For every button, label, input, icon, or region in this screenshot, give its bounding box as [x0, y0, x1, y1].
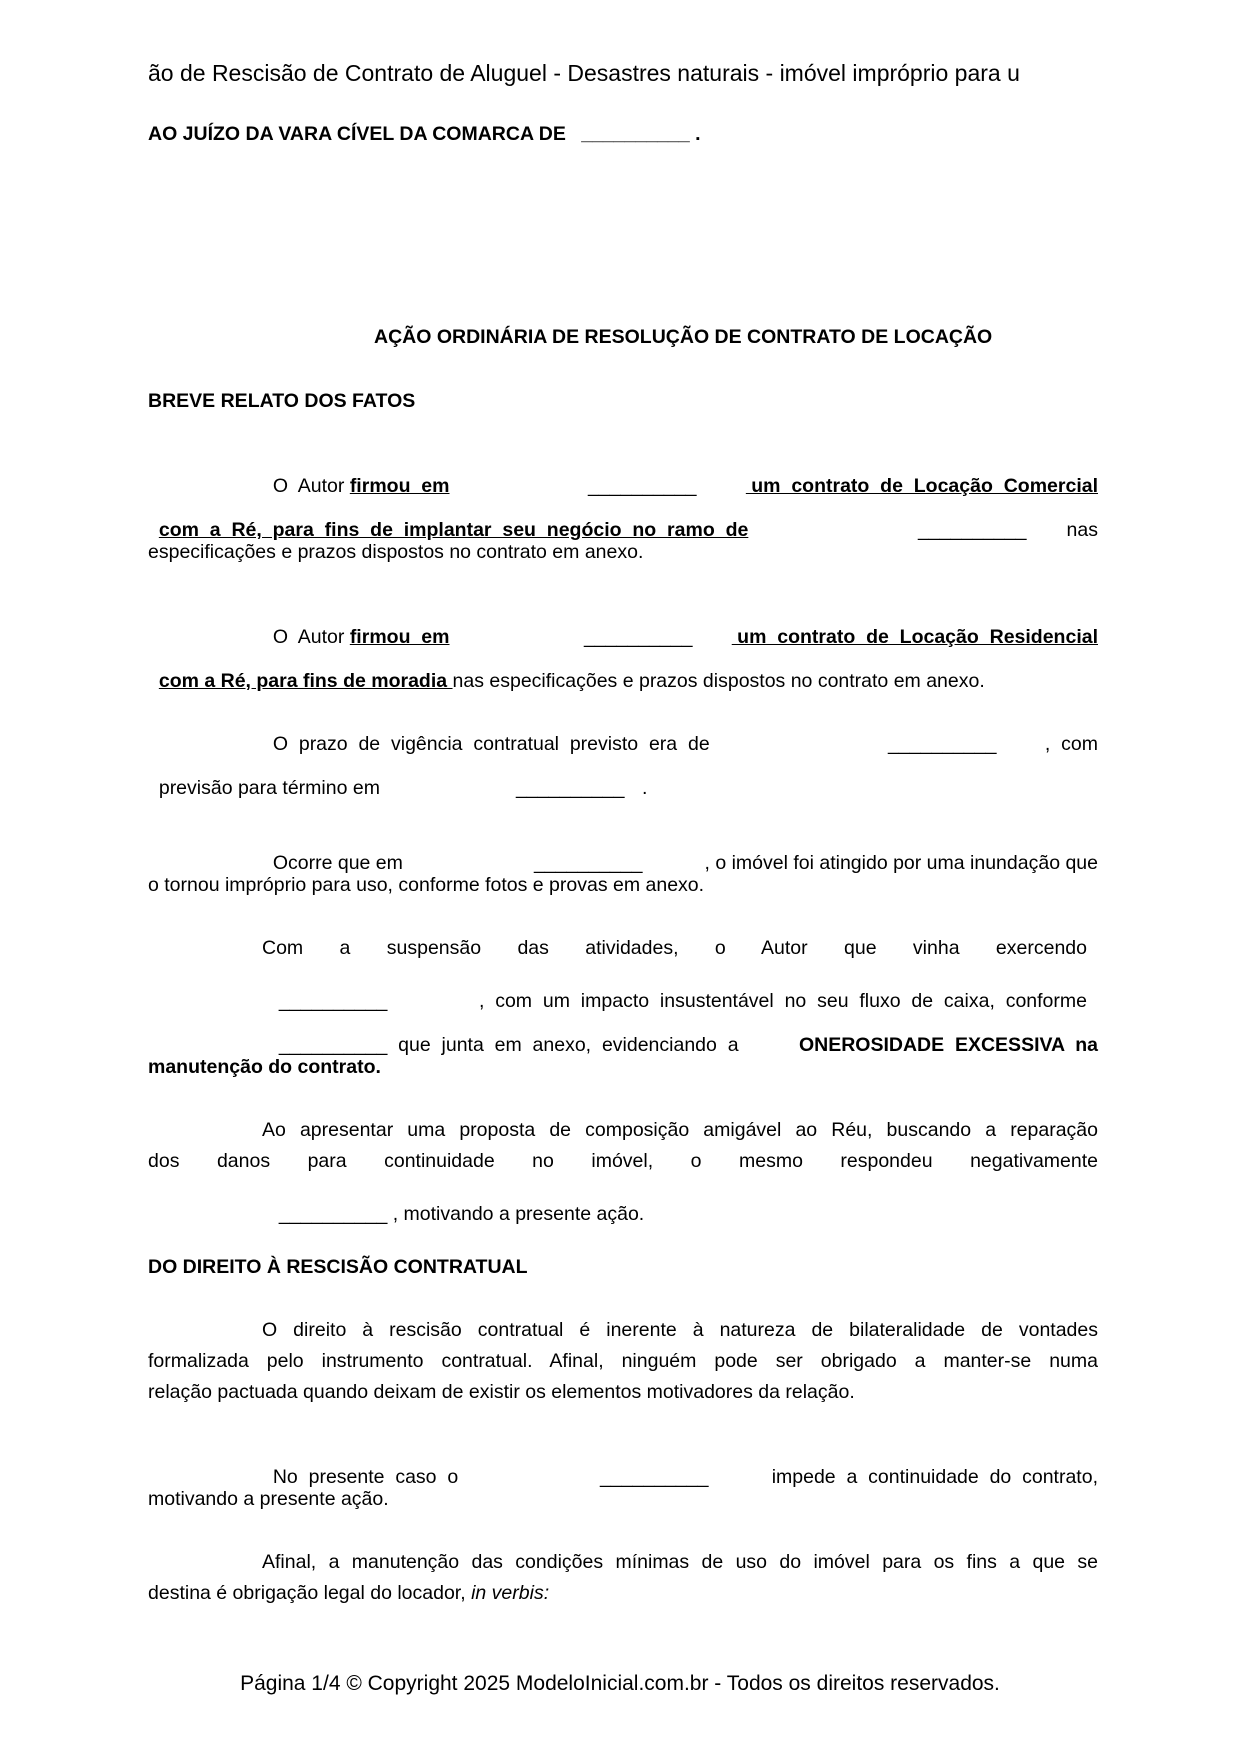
text-segment: com a Ré, para fins de implantar seu negócio no ramo de	[158, 519, 749, 541]
paragraph-proposal-line1: Ao apresentar uma proposta de composição amigável ao Réu, buscando a reparação	[262, 1119, 1098, 1141]
date-blank: __________	[584, 626, 693, 648]
addressee-blank: __________	[581, 123, 690, 145]
response-blank: __________	[278, 1203, 388, 1225]
text-segment: O Autor	[272, 626, 345, 648]
paragraph-residential-line2	[148, 648, 985, 692]
flood-date-blank: __________	[534, 852, 643, 874]
text-segment: previsão para término em	[158, 777, 380, 799]
paragraph-suspension-line3	[262, 1012, 1098, 1056]
paragraph-suspension-line1: Com a suspensão das atividades, o Autor que vinha exercendo	[262, 937, 1087, 959]
paragraph-right-line1: O direito à rescisão contratual é inerente à natureza de bilateralidade de vontades	[262, 1319, 1098, 1341]
addressee-end: .	[695, 123, 701, 145]
text-segment: , com um impacto insustentável no seu fluxo de caixa, conforme	[478, 990, 1087, 1012]
paragraph-flood-line2: o tornou impróprio para uso, conforme fotos e provas em anexo.	[148, 874, 705, 896]
text-segment: No presente caso o	[272, 1466, 459, 1488]
text-segment: firmou em	[349, 475, 450, 497]
paragraph-residential-line1	[262, 604, 1098, 648]
paragraph-obligation-line2	[148, 1582, 549, 1604]
text-segment: impede a continuidade do contrato,	[771, 1466, 1098, 1488]
text-segment: , motivando a presente ação.	[392, 1203, 645, 1225]
paragraph-proposal-line3	[268, 1181, 644, 1225]
paragraph-right-line2: formalizada pelo instrumento contratual. Afinal, ninguém pode ser obrigado a manter-se numa	[148, 1350, 1098, 1372]
document-header-title: ão de Rescisão de Contrato de Aluguel - Desastres naturais - imóvel impróprio para u	[148, 60, 1020, 86]
date-blank: __________	[588, 475, 697, 497]
text-segment: ONEROSIDADE EXCESSIVA na	[798, 1034, 1098, 1056]
activity-blank: __________	[278, 990, 388, 1012]
addressee-line	[148, 123, 701, 145]
text-segment: firmou em	[349, 626, 450, 648]
paragraph-proposal-line2: dos danos para continuidade no imóvel, o mesmo respondeu negativamente	[148, 1150, 1098, 1172]
addressee-text: AO JUÍZO DA VARA CÍVEL DA COMARCA DE	[148, 123, 566, 145]
document-title: AÇÃO ORDINÁRIA DE RESOLUÇÃO DE CONTRATO DE LOCAÇÃO	[374, 326, 993, 348]
paragraph-obligation-line1: Afinal, a manutenção das condições mínimas de uso do imóvel para os fins a que se	[262, 1551, 1098, 1573]
paragraph-commercial-line3: especificações e prazos dispostos no contrato em anexo.	[148, 541, 644, 563]
paragraph-commercial-line1	[262, 453, 1098, 497]
impediment-blank: __________	[600, 1466, 709, 1488]
business-blank: __________	[918, 519, 1027, 541]
text-segment: um contrato de Locação Residencial	[731, 626, 1098, 648]
text-segment: que junta em anexo, evidenciando a	[398, 1034, 739, 1056]
text-segment: destina é obrigação legal do locador,	[148, 1582, 466, 1604]
section-heading-facts: BREVE RELATO DOS FATOS	[148, 390, 416, 412]
end-date-blank: __________	[516, 777, 625, 799]
paragraph-term-line2	[148, 755, 1098, 799]
text-segment: Ocorre que em	[272, 852, 403, 874]
term-blank: __________	[888, 733, 997, 755]
paragraph-suspension-line2	[262, 968, 1087, 1012]
page-footer: Página 1/4 © Copyright 2025 ModeloInicial.com.br - Todos os direitos reservados.	[240, 1672, 1000, 1695]
paragraph-commercial-line2	[148, 497, 1098, 541]
paragraph-term-line1	[262, 711, 1098, 755]
text-segment: .	[642, 777, 648, 799]
text-segment: , com	[1044, 733, 1098, 755]
paragraph-flood-line1	[262, 830, 1098, 874]
document-blank: __________	[278, 1034, 388, 1056]
paragraph-right-line3: relação pactuada quando deixam de existir os elementos motivadores da relação.	[148, 1381, 855, 1403]
paragraph-case-line1	[262, 1444, 1098, 1488]
paragraph-case-line2: motivando a presente ação.	[148, 1488, 389, 1510]
text-segment: , o imóvel foi atingido por uma inundação que	[704, 852, 1098, 874]
text-segment: nas	[1066, 519, 1098, 541]
latin-term: in verbis:	[471, 1582, 550, 1604]
text-segment: nas especificações e prazos dispostos no contrato em anexo.	[452, 670, 985, 692]
text-segment: O Autor	[272, 475, 345, 497]
paragraph-suspension-line4: manutenção do contrato.	[148, 1056, 381, 1078]
text-segment: um contrato de Locação Comercial	[745, 475, 1098, 497]
section-heading-rescission: DO DIREITO À RESCISÃO CONTRATUAL	[148, 1256, 528, 1278]
text-segment: O prazo de vigência contratual previsto era de	[272, 733, 710, 755]
text-segment: com a Ré, para fins de moradia	[158, 670, 453, 692]
